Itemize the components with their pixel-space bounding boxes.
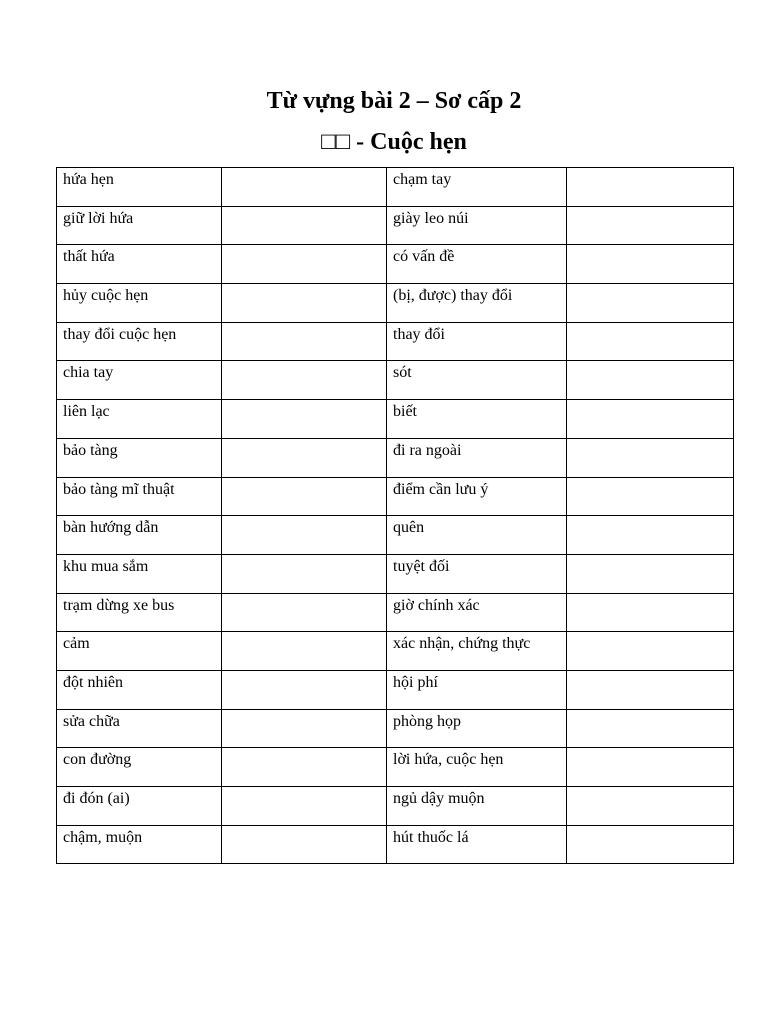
table-row	[57, 554, 734, 593]
answer-cell-left[interactable]	[222, 400, 387, 439]
answer-cell-left[interactable]	[222, 322, 387, 361]
term-cell-left: bàn hướng dẫn	[57, 516, 222, 555]
term-cell-right: tuyệt đối	[387, 554, 567, 593]
term-cell-right: đi ra ngoài	[387, 438, 567, 477]
table-row	[57, 284, 734, 323]
answer-cell-left[interactable]	[222, 825, 387, 864]
answer-cell-right[interactable]	[567, 670, 734, 709]
term-cell-left: sửa chữa	[57, 709, 222, 748]
term-cell-right: chạm tay	[387, 168, 567, 207]
answer-cell-left[interactable]	[222, 593, 387, 632]
answer-cell-left[interactable]	[222, 206, 387, 245]
term-cell-right: thay đổi	[387, 322, 567, 361]
answer-cell-left[interactable]	[222, 438, 387, 477]
answer-cell-left[interactable]	[222, 245, 387, 284]
answer-cell-left[interactable]	[222, 709, 387, 748]
table-row	[57, 206, 734, 245]
table-row	[57, 438, 734, 477]
term-cell-left: con đường	[57, 748, 222, 787]
vocabulary-table-body	[57, 168, 734, 864]
term-cell-right: lời hứa, cuộc hẹn	[387, 748, 567, 787]
answer-cell-right[interactable]	[567, 632, 734, 671]
table-row	[57, 632, 734, 671]
answer-cell-right[interactable]	[567, 284, 734, 323]
table-row	[57, 168, 734, 207]
term-cell-left: hủy cuộc hẹn	[57, 284, 222, 323]
answer-cell-left[interactable]	[222, 670, 387, 709]
term-cell-right: hút thuốc lá	[387, 825, 567, 864]
term-cell-right: quên	[387, 516, 567, 555]
answer-cell-left[interactable]	[222, 516, 387, 555]
term-cell-right: điểm cần lưu ý	[387, 477, 567, 516]
term-cell-right: hội phí	[387, 670, 567, 709]
term-cell-right: phòng họp	[387, 709, 567, 748]
term-cell-left: bảo tàng mĩ thuật	[57, 477, 222, 516]
answer-cell-right[interactable]	[567, 593, 734, 632]
term-cell-left: chậm, muộn	[57, 825, 222, 864]
page-title: Từ vựng bài 2 – Sơ cấp 2	[266, 88, 522, 114]
answer-cell-right[interactable]	[567, 400, 734, 439]
term-cell-left: chia tay	[57, 361, 222, 400]
table-row	[57, 322, 734, 361]
table-row	[57, 593, 734, 632]
answer-cell-left[interactable]	[222, 787, 387, 826]
term-cell-left: hứa hẹn	[57, 168, 222, 207]
lesson-subtitle: □□ - Cuộc hẹn	[321, 129, 467, 155]
term-cell-right: giờ chính xác	[387, 593, 567, 632]
answer-cell-right[interactable]	[567, 709, 734, 748]
term-cell-right: có vấn đề	[387, 245, 567, 284]
answer-cell-left[interactable]	[222, 477, 387, 516]
vocabulary-table	[56, 167, 734, 864]
table-row	[57, 825, 734, 864]
table-row	[57, 670, 734, 709]
answer-cell-left[interactable]	[222, 168, 387, 207]
term-cell-right: xác nhận, chứng thực	[387, 632, 567, 671]
answer-cell-right[interactable]	[567, 748, 734, 787]
table-row	[57, 477, 734, 516]
table-row	[57, 245, 734, 284]
answer-cell-right[interactable]	[567, 322, 734, 361]
table-row	[57, 400, 734, 439]
table-row	[57, 516, 734, 555]
answer-cell-left[interactable]	[222, 748, 387, 787]
term-cell-right: sót	[387, 361, 567, 400]
table-row	[57, 787, 734, 826]
answer-cell-right[interactable]	[567, 361, 734, 400]
term-cell-right: giày leo núi	[387, 206, 567, 245]
answer-cell-left[interactable]	[222, 284, 387, 323]
term-cell-left: đi đón (ai)	[57, 787, 222, 826]
term-cell-left: thất hứa	[57, 245, 222, 284]
answer-cell-left[interactable]	[222, 361, 387, 400]
term-cell-left: trạm dừng xe bus	[57, 593, 222, 632]
term-cell-left: khu mua sắm	[57, 554, 222, 593]
term-cell-left: thay đổi cuộc hẹn	[57, 322, 222, 361]
answer-cell-left[interactable]	[222, 632, 387, 671]
term-cell-left: đột nhiên	[57, 670, 222, 709]
answer-cell-right[interactable]	[567, 206, 734, 245]
term-cell-right: biết	[387, 400, 567, 439]
term-cell-right: (bị, được) thay đổi	[387, 284, 567, 323]
answer-cell-right[interactable]	[567, 516, 734, 555]
term-cell-left: cảm	[57, 632, 222, 671]
table-row	[57, 709, 734, 748]
answer-cell-right[interactable]	[567, 554, 734, 593]
term-cell-left: liên lạc	[57, 400, 222, 439]
table-row	[57, 361, 734, 400]
answer-cell-right[interactable]	[567, 787, 734, 826]
answer-cell-left[interactable]	[222, 554, 387, 593]
answer-cell-right[interactable]	[567, 825, 734, 864]
answer-cell-right[interactable]	[567, 168, 734, 207]
table-row	[57, 748, 734, 787]
answer-cell-right[interactable]	[567, 245, 734, 284]
term-cell-left: bảo tàng	[57, 438, 222, 477]
answer-cell-right[interactable]	[567, 438, 734, 477]
answer-cell-right[interactable]	[567, 477, 734, 516]
term-cell-left: giữ lời hứa	[57, 206, 222, 245]
term-cell-right: ngủ dậy muộn	[387, 787, 567, 826]
